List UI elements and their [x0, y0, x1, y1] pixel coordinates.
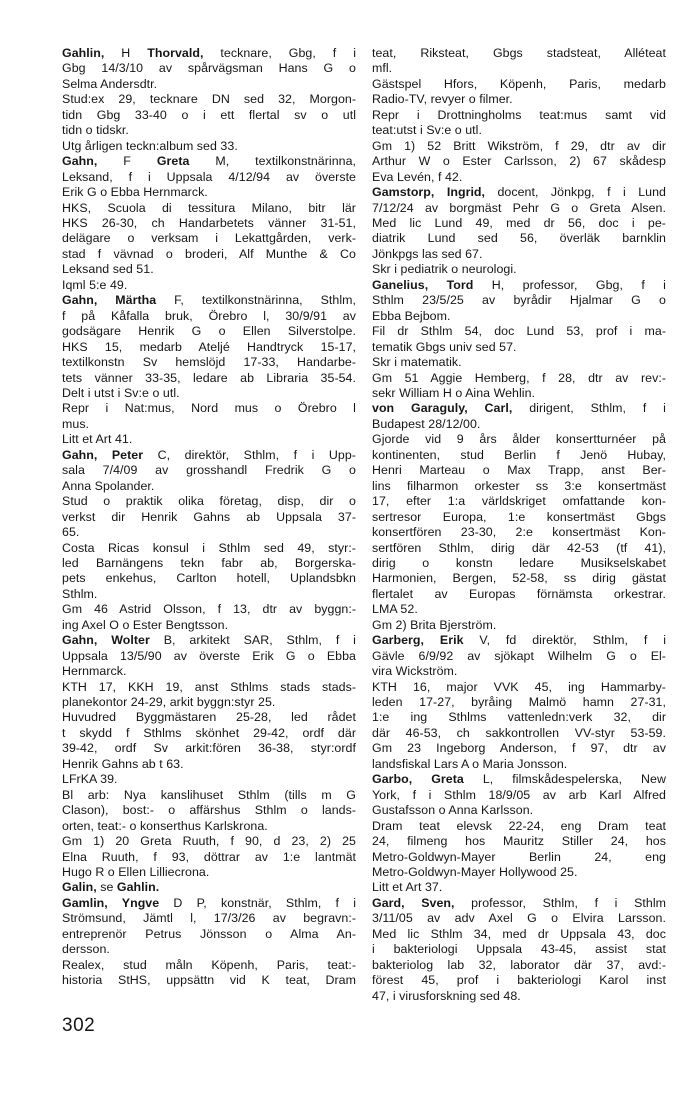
entry-text: stad f vävnad o broderi, Alf Munthe & Co	[62, 246, 356, 261]
left-column	[62, 46, 356, 989]
text-line	[372, 571, 666, 586]
text-line	[62, 355, 356, 370]
entry-text: tets vänner 33-35, ledare ab Libraria 35-54.	[62, 370, 356, 385]
entry-text: vira Wickström.	[372, 664, 458, 679]
entry-text: f på Kåfalla bruk, Örebro l, 30/9/91 av	[62, 308, 356, 323]
text-line	[62, 139, 356, 154]
text-line	[62, 154, 356, 169]
entry-text: F, textilkonstnärinna, Sthlm,	[156, 293, 356, 308]
entry-text: lins filharmon orkester ss 3:e konsertmäst	[372, 478, 666, 493]
text-line	[62, 973, 356, 988]
entry-text: Metro-Goldwyn-Mayer Hollywood 25.	[372, 865, 578, 880]
entry-text: Gm 2) Brita Bjerström.	[372, 617, 497, 632]
entry-text: HKS, Scuola di tessitura Milano, bitr lär	[62, 200, 356, 215]
entry-text: Gbg 14/3/10 av spårvägsman Hans G o	[62, 61, 356, 76]
entry-text: där 46-53, ch sakkontrollen VV-styr 53-59.	[372, 725, 666, 740]
entry-text: M, textilkonstnärinna,	[189, 154, 356, 169]
entry-text: Leksand sed 51.	[62, 262, 154, 277]
entry-headword: Garberg, Erik	[372, 633, 464, 648]
entry-text: Gm 1) 20 Greta Ruuth, f 90, d 23, 2) 25	[62, 834, 356, 849]
text-line	[372, 649, 666, 664]
entry-text: Gjorde vid 9 års ålder konsertturnéer på	[372, 432, 666, 447]
text-line	[62, 880, 356, 895]
text-line	[62, 386, 356, 401]
entry-text: landsfiskal Lars A o Maria Jonsson.	[372, 756, 568, 771]
text-line	[372, 185, 666, 200]
text-line	[372, 216, 666, 231]
text-line	[372, 880, 666, 895]
entry-text: Leksand, f i Uppsala 4/12/94 av överste	[62, 169, 356, 184]
entry-text: Anna Spolander.	[62, 478, 155, 493]
text-line	[372, 803, 666, 818]
text-line	[372, 371, 666, 386]
text-line	[372, 123, 666, 138]
entry-text: Delt i utst i Sv:e o utl.	[62, 385, 180, 400]
entry-text: se	[96, 880, 117, 895]
entry-text: 17, efter 1:a världskriget omfattande kon-	[372, 494, 666, 509]
text-line	[372, 726, 666, 741]
entry-text: Gävle 6/9/92 av sjökapt Wilhelm G o El-	[372, 648, 666, 663]
text-line	[62, 371, 356, 386]
text-line	[62, 92, 356, 107]
entry-text: teat:utst i Sv:e o utl.	[372, 123, 482, 138]
entry-text: Repr i Nat:mus, Nord mus o Örebro l	[62, 401, 356, 416]
entry-text: Gm 51 Aggie Hemberg, f 28, dtr av rev:-	[372, 370, 666, 385]
text-line	[62, 571, 356, 586]
entry-text: Realex, stud måln Köpenh, Paris, teat:-	[62, 957, 356, 972]
entry-text: dersson.	[62, 942, 110, 957]
text-line	[372, 865, 666, 880]
entry-headword: von Garaguly, Carl,	[372, 401, 513, 416]
text-line	[62, 61, 356, 76]
text-line	[62, 541, 356, 556]
entry-text: LFrKA 39.	[62, 772, 118, 787]
text-line	[62, 834, 356, 849]
entry-text: Gm 1) 52 Britt Wikström, f 29, dtr av dir	[372, 138, 666, 153]
text-line	[372, 850, 666, 865]
text-line	[372, 927, 666, 942]
text-line	[372, 417, 666, 432]
entry-text: V, fd direktör, Sthlm, f i	[463, 633, 666, 648]
text-line	[62, 587, 356, 602]
entry-text: KTH 17, KKH 19, anst Sthlms stads stads-	[62, 679, 356, 694]
entry-text: tidn Gbg 33-40 o i ett flertal sv o utl	[62, 107, 356, 122]
entry-text: H	[104, 46, 148, 60]
text-line	[62, 942, 356, 957]
text-line	[62, 231, 356, 246]
text-line	[62, 633, 356, 648]
entry-headword: Gahn,	[62, 154, 98, 169]
entry-text: Skr i matematik.	[372, 355, 462, 370]
text-line	[62, 741, 356, 756]
text-line	[372, 942, 666, 957]
text-line	[62, 262, 356, 277]
text-line	[62, 556, 356, 571]
entry-text: Litt et Art 37.	[372, 880, 443, 895]
entry-text: Elna Ruuth, f 93, döttrar av 1:e lantmät	[62, 849, 356, 864]
entry-text: bakteriolog lab 32, laborator där 37, avd:-	[372, 957, 666, 972]
entry-text: Sthlm 23/5/25 av byrådir Hjalmar G o	[372, 293, 666, 308]
entry-text: Eva Levén, f 42.	[372, 169, 463, 184]
entry-text: Gm 46 Astrid Olsson, f 13, dtr av byggn:-	[62, 602, 356, 617]
text-line	[372, 262, 666, 277]
entry-text: Radio-TV, revyer o filmer.	[372, 92, 513, 107]
entry-text: diatrik Lund sed 56, överläk barnklin	[372, 231, 666, 246]
entry-text: Bl arb: Nya kanslihuset Sthlm (tills m G	[62, 787, 356, 802]
text-line	[372, 479, 666, 494]
text-line	[372, 973, 666, 988]
entry-headword: Thorvald,	[147, 46, 204, 60]
entry-text: historia StHS, uppsättn vid K teat, Dram	[62, 973, 356, 988]
text-line	[372, 911, 666, 926]
entry-text: pets enkehus, Carlton hotell, Uplandsbkn	[62, 571, 356, 586]
entry-text: dirig o konstn ledare Musikselskabet	[372, 555, 666, 570]
text-line	[62, 602, 356, 617]
text-line	[62, 324, 356, 339]
text-line	[62, 401, 356, 416]
text-line	[62, 448, 356, 463]
entry-text: Huvudred Byggmästaren 25-28, led rådet	[62, 710, 356, 725]
entry-text: Gm 23 Ingeborg Anderson, f 97, dtr av	[372, 741, 666, 756]
entry-text: professor, Sthlm, f i Sthlm	[454, 895, 666, 910]
text-line	[62, 123, 356, 138]
entry-text: mfl.	[372, 61, 393, 76]
text-line	[372, 772, 666, 787]
entry-text: Sthlm.	[62, 586, 98, 601]
entry-headword: Ganelius, Tord	[372, 277, 474, 292]
entry-text: Erik G o Ebba Hernmarck.	[62, 185, 208, 200]
entry-text: konsertfören 23-30, 2:e konsertmäst Kon-	[372, 525, 666, 540]
entry-text: Fil dr Sthlm 54, doc Lund 53, prof i ma-	[372, 324, 666, 339]
entry-headword: Galin,	[62, 880, 97, 895]
text-line	[62, 293, 356, 308]
entry-text: Metro-Goldwyn-Mayer Berlin 24, eng	[372, 849, 666, 864]
text-line	[372, 463, 666, 478]
entry-text: textilkonstn Sv hemslöjd 17-33, Handarbe-	[62, 355, 356, 370]
entry-text: orten, teat:- o konserthus Karlskrona.	[62, 818, 268, 833]
entry-text: Strömsund, Jämtl l, 17/3/26 av begravn:-	[62, 911, 356, 926]
entry-text: 47, i virusforskning sed 48.	[372, 988, 521, 1003]
text-line	[62, 927, 356, 942]
entry-text: B, arkitekt SAR, Sthlm, f i	[149, 633, 356, 648]
entry-text: Dram teat elevsk 22-24, eng Dram teat	[372, 818, 666, 833]
entry-text: led Barnängens tekn fabr ab, Borgerska-	[62, 555, 356, 570]
text-line	[62, 77, 356, 92]
text-line	[372, 556, 666, 571]
text-line	[62, 510, 356, 525]
entry-text: York, f i Sthlm 18/9/05 av arb Karl Alfred	[372, 787, 666, 802]
text-line	[372, 494, 666, 509]
entry-text: Utg årligen teckn:album sed 33.	[62, 138, 238, 153]
entry-text: Stud:ex 29, tecknare DN sed 32, Morgon-	[62, 92, 356, 107]
entry-text: 1:e ing Sthlms vattenledn:verk 32, dir	[372, 710, 666, 725]
text-line	[372, 340, 666, 355]
entry-headword: Gahlin.	[116, 880, 160, 895]
text-line	[62, 340, 356, 355]
entry-text: L, filmskådespelerska, New	[463, 772, 666, 787]
text-line	[372, 664, 666, 679]
entry-headword: Gahn, Peter	[62, 447, 144, 462]
entry-text: Hugo R o Ellen Lilliecrona.	[62, 865, 210, 880]
text-line	[372, 77, 666, 92]
text-line	[372, 602, 666, 617]
entry-text: sala 7/4/09 av grosshandl Fredrik G o	[62, 463, 356, 478]
entry-text: kontinenten, stud Berlin f Jenö Hubay,	[372, 447, 666, 462]
entry-headword: Gard, Sven,	[372, 895, 455, 910]
entry-text: Jönkpgs las sed 67.	[372, 246, 483, 261]
entry-text: leden 17-27, byråing Malmö hamn 27-31,	[372, 695, 666, 710]
text-line	[62, 772, 356, 787]
text-line	[372, 170, 666, 185]
text-line	[62, 865, 356, 880]
entry-text: LMA 52.	[372, 602, 418, 617]
entry-headword: Gahlin,	[62, 46, 105, 60]
text-line	[372, 309, 666, 324]
text-line	[372, 834, 666, 849]
text-line	[62, 958, 356, 973]
page-number: 302	[62, 1015, 96, 1036]
text-line	[62, 108, 356, 123]
text-line	[372, 819, 666, 834]
entry-text: Clason), bost:- o affärshus Sthlm o lands-	[62, 803, 356, 818]
text-line	[62, 479, 356, 494]
text-line	[62, 170, 356, 185]
entry-text: mus.	[62, 416, 90, 431]
entry-text: Selma Andersdtr.	[62, 76, 158, 91]
text-line	[372, 355, 666, 370]
entry-text: godsägare Henrik G o Ellen Silverstolpe.	[62, 324, 356, 339]
text-line	[372, 139, 666, 154]
text-line	[372, 510, 666, 525]
text-line	[372, 958, 666, 973]
text-line	[372, 324, 666, 339]
text-line	[372, 154, 666, 169]
entry-text: t skydd f Sthlms skönhet 29-42, ordf där	[62, 725, 356, 740]
text-line	[62, 710, 356, 725]
entry-text: Henri Marteau o Max Trapp, anst Ber-	[372, 463, 666, 478]
text-line	[372, 633, 666, 648]
entry-text: teat, Riksteat, Gbgs stadsteat, Alléteat	[372, 46, 666, 60]
entry-headword: Gahn, Märtha	[62, 293, 157, 308]
text-line	[372, 278, 666, 293]
entry-text: tematik Gbgs univ sed 57.	[372, 339, 517, 354]
entry-text: Iqml 5:e 49.	[62, 277, 128, 292]
entry-text: tidn o tidskr.	[62, 123, 129, 138]
entry-text: docent, Jönkpg, f i Lund	[485, 185, 666, 200]
entry-text: Litt et Art 41.	[62, 432, 133, 447]
entry-headword: Greta	[156, 154, 190, 169]
text-line	[372, 710, 666, 725]
text-line	[372, 61, 666, 76]
entry-text: 24, filmeng hos Mauritz Stiller 24, hos	[372, 834, 666, 849]
entry-text: 65.	[62, 525, 80, 540]
entry-text: flertalet av Europas förnämsta orkestrar.	[372, 586, 666, 601]
text-line	[372, 525, 666, 540]
text-line	[62, 726, 356, 741]
text-line	[62, 309, 356, 324]
text-line	[372, 695, 666, 710]
text-line	[62, 247, 356, 262]
text-line	[372, 541, 666, 556]
entry-text: sekr William H o Aina Wehlin.	[372, 385, 536, 400]
entry-headword: Gahn, Wolter	[62, 633, 150, 648]
entry-text: tecknare, Gbg, f i	[203, 46, 356, 60]
text-line	[62, 695, 356, 710]
text-line	[372, 618, 666, 633]
text-line	[372, 448, 666, 463]
entry-text: Gästspel Hfors, Köpenh, Paris, medarb	[372, 76, 666, 91]
text-line	[62, 664, 356, 679]
entry-text: sertresor Europa, 1:e konsertmäst Gbgs	[372, 509, 666, 524]
entry-text: Stud o praktik olika företag, disp, dir o	[62, 494, 356, 509]
right-column	[372, 46, 666, 1004]
entry-text: 39-42, ordf Sv arkit:fören 36-38, styr:ordf	[62, 741, 356, 756]
text-line	[62, 680, 356, 695]
entry-text: Gustafsson o Anna Karlsson.	[372, 803, 534, 818]
text-line	[62, 896, 356, 911]
entry-text: F	[97, 154, 157, 169]
entry-text: HKS 15, medarb Ateljé Handtryck 15-17,	[62, 339, 356, 354]
entry-text: Costa Ricas konsul i Sthlm sed 49, styr:-	[62, 540, 356, 555]
text-line	[62, 463, 356, 478]
text-line	[372, 587, 666, 602]
text-line	[372, 293, 666, 308]
text-line	[372, 201, 666, 216]
text-line	[62, 417, 356, 432]
entry-text: 7/12/24 av borgmäst Pehr G o Greta Alsen.	[372, 200, 666, 215]
entry-text: D P, konstnär, Sthlm, f i	[159, 895, 356, 910]
text-line	[372, 92, 666, 107]
text-line	[62, 278, 356, 293]
text-line	[62, 432, 356, 447]
text-line	[62, 757, 356, 772]
entry-text: Arthur W o Ester Carlsson, 2) 67 skådesp	[372, 154, 666, 169]
text-line	[372, 989, 666, 1004]
text-line	[62, 185, 356, 200]
entry-text: Skr i pediatrik o neurologi.	[372, 262, 517, 277]
text-line	[372, 432, 666, 447]
text-line	[372, 231, 666, 246]
text-line	[372, 108, 666, 123]
entry-text: Ebba Bejbom.	[372, 308, 451, 323]
text-line	[62, 201, 356, 216]
text-line	[372, 741, 666, 756]
entry-text: Med lic Sthlm 34, med dr Uppsala 43, doc	[372, 926, 666, 941]
entry-text: Med lic Lund 49, med dr 56, doc i pe-	[372, 215, 666, 230]
text-line	[372, 386, 666, 401]
entry-text: Hernmarck.	[62, 664, 127, 679]
entry-text: delägare o verksam i Lekattgården, verk-	[62, 231, 356, 246]
text-line	[62, 803, 356, 818]
entry-headword: Garbo, Greta	[372, 772, 464, 787]
entry-text: dirigent, Sthlm, f i	[512, 401, 666, 416]
text-line	[372, 757, 666, 772]
entry-text: sertfören Sthlm, dirig där 42-53 (tf 41),	[372, 540, 666, 555]
entry-text: Henrik Gahns ab t 63.	[62, 756, 184, 771]
text-line	[372, 46, 666, 61]
text-line	[62, 525, 356, 540]
entry-text: Uppsala 13/5/90 av överste Erik G o Ebba	[62, 648, 356, 663]
text-line	[62, 46, 356, 61]
entry-text: entreprenör Petrus Jönsson o Alma An-	[62, 926, 356, 941]
entry-text: KTH 16, major VVK 45, ing Hammarby-	[372, 679, 666, 694]
entry-text: verkst dir Henrik Gahns ab Uppsala 37-	[62, 509, 356, 524]
entry-text: i bakteriologi Uppsala 43-45, assist stat	[372, 942, 666, 957]
entry-text: C, direktör, Sthlm, f i Upp-	[143, 447, 356, 462]
text-line	[62, 819, 356, 834]
text-line	[62, 618, 356, 633]
text-line	[372, 788, 666, 803]
text-line	[372, 247, 666, 262]
entry-text: förest 45, prof i bakteriologi Karol inst	[372, 973, 666, 988]
entry-text: HKS 26-30, ch Handarbetets vänner 31-51,	[62, 215, 356, 230]
text-line	[372, 680, 666, 695]
entry-text: Harmonien, Bergen, 52-58, ss dirig gästat	[372, 571, 666, 586]
text-line	[372, 896, 666, 911]
text-line	[62, 494, 356, 509]
text-line	[62, 911, 356, 926]
entry-text: Budapest 28/12/00.	[372, 416, 481, 431]
entry-text: Repr i Drottningholms teat:mus samt vid	[372, 107, 666, 122]
entry-headword: Gamlin, Yngve	[62, 895, 160, 910]
entry-text: ing Axel O o Ester Bengtsson.	[62, 617, 229, 632]
entry-text: planekontor 24-29, arkit byggn:styr 25.	[62, 695, 276, 710]
text-line	[372, 401, 666, 416]
entry-text: H, professor, Gbg, f i	[473, 277, 666, 292]
text-line	[62, 850, 356, 865]
text-line	[62, 216, 356, 231]
text-line	[62, 649, 356, 664]
text-line	[62, 788, 356, 803]
entry-text: 3/11/05 av adv Axel G o Elvira Larsson.	[372, 911, 666, 926]
entry-headword: Gamstorp, Ingrid,	[372, 185, 486, 200]
